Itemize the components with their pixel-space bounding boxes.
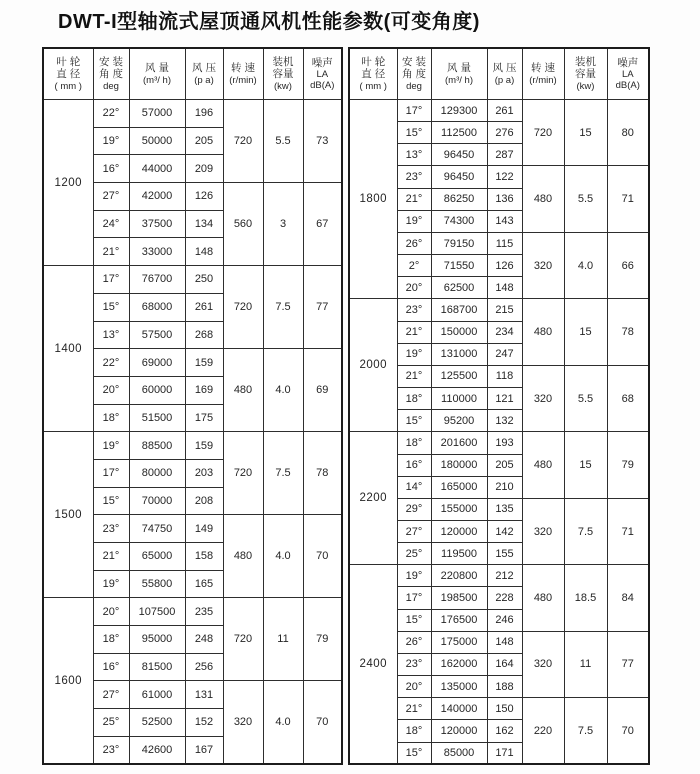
- airflow-cell: 42600: [129, 736, 185, 764]
- noise-cell: 80: [607, 100, 649, 166]
- airflow-cell: 95200: [431, 410, 487, 432]
- angle-cell: 25°: [93, 709, 129, 737]
- airflow-cell: 119500: [431, 543, 487, 565]
- diameter-cell: 2200: [349, 432, 397, 565]
- pressure-cell: 212: [487, 565, 522, 587]
- noise-cell: 69: [303, 349, 342, 432]
- pressure-cell: 165: [185, 570, 223, 598]
- angle-cell: 20°: [93, 598, 129, 626]
- noise-cell: 66: [607, 232, 649, 298]
- angle-cell: 24°: [93, 210, 129, 238]
- speed-cell: 720: [223, 266, 263, 349]
- noise-cell: 68: [607, 365, 649, 431]
- noise-cell: 77: [607, 631, 649, 697]
- noise-cell: 73: [303, 100, 342, 183]
- pressure-cell: 261: [487, 100, 522, 122]
- pressure-cell: 205: [487, 454, 522, 476]
- power-cell: 7.5: [263, 432, 303, 515]
- airflow-cell: 175000: [431, 631, 487, 653]
- angle-cell: 23°: [397, 653, 431, 675]
- pressure-cell: 135: [487, 498, 522, 520]
- pressure-cell: 171: [487, 742, 522, 764]
- speed-cell: 480: [223, 515, 263, 598]
- airflow-cell: 120000: [431, 520, 487, 542]
- pressure-cell: 188: [487, 676, 522, 698]
- angle-cell: 22°: [93, 100, 129, 128]
- airflow-cell: 51500: [129, 404, 185, 432]
- pressure-cell: 261: [185, 293, 223, 321]
- pressure-cell: 155: [487, 543, 522, 565]
- column-header-air-pressure: 风 压 (p a): [487, 48, 522, 100]
- column-header-air-volume: 风 量 (m³/ h): [431, 48, 487, 100]
- airflow-cell: 85000: [431, 742, 487, 764]
- angle-cell: 19°: [397, 565, 431, 587]
- pressure-cell: 169: [185, 376, 223, 404]
- angle-cell: 18°: [397, 388, 431, 410]
- airflow-cell: 76700: [129, 266, 185, 294]
- pressure-cell: 136: [487, 188, 522, 210]
- airflow-cell: 44000: [129, 155, 185, 183]
- table-row: [349, 432, 649, 454]
- airflow-cell: 33000: [129, 238, 185, 266]
- spec-table-right: [348, 47, 650, 765]
- airflow-cell: 62500: [431, 277, 487, 299]
- column-header-install-angle: 安 装 角 度 deg: [93, 48, 129, 100]
- noise-cell: 79: [303, 598, 342, 681]
- pressure-cell: 126: [185, 183, 223, 211]
- airflow-cell: 176500: [431, 609, 487, 631]
- airflow-cell: 220800: [431, 565, 487, 587]
- speed-cell: 320: [522, 232, 564, 298]
- airflow-cell: 68000: [129, 293, 185, 321]
- airflow-cell: 42000: [129, 183, 185, 211]
- angle-cell: 19°: [93, 570, 129, 598]
- airflow-cell: 125500: [431, 365, 487, 387]
- angle-cell: 21°: [93, 238, 129, 266]
- airflow-cell: 50000: [129, 127, 185, 155]
- angle-cell: 23°: [397, 299, 431, 321]
- angle-cell: 23°: [397, 166, 431, 188]
- power-cell: 5.5: [564, 365, 607, 431]
- power-cell: 7.5: [564, 498, 607, 564]
- airflow-cell: 150000: [431, 321, 487, 343]
- noise-cell: 84: [607, 565, 649, 631]
- diameter-cell: 1500: [43, 432, 93, 598]
- pressure-cell: 162: [487, 720, 522, 742]
- airflow-cell: 81500: [129, 653, 185, 681]
- column-header-impeller-diameter: 叶 轮 直 径 ( mm ): [349, 48, 397, 100]
- diameter-cell: 1400: [43, 266, 93, 432]
- angle-cell: 16°: [397, 454, 431, 476]
- airflow-cell: 57000: [129, 100, 185, 128]
- column-header-air-pressure: 风 压 (p a): [185, 48, 223, 100]
- noise-cell: 77: [303, 266, 342, 349]
- pressure-cell: 134: [185, 210, 223, 238]
- angle-cell: 23°: [93, 736, 129, 764]
- angle-cell: 27°: [397, 520, 431, 542]
- airflow-cell: 129300: [431, 100, 487, 122]
- pressure-cell: 248: [185, 626, 223, 654]
- pressure-cell: 256: [185, 653, 223, 681]
- angle-cell: 15°: [397, 122, 431, 144]
- pressure-cell: 152: [185, 709, 223, 737]
- pressure-cell: 235: [185, 598, 223, 626]
- airflow-cell: 70000: [129, 487, 185, 515]
- airflow-cell: 165000: [431, 476, 487, 498]
- pressure-cell: 193: [487, 432, 522, 454]
- power-cell: 7.5: [564, 698, 607, 764]
- speed-cell: 480: [522, 299, 564, 365]
- power-cell: 15: [564, 299, 607, 365]
- angle-cell: 17°: [397, 100, 431, 122]
- airflow-cell: 107500: [129, 598, 185, 626]
- speed-cell: 720: [522, 100, 564, 166]
- page-title: DWT-I型轴流式屋顶通风机性能参数(可变角度): [58, 11, 480, 33]
- airflow-cell: 71550: [431, 255, 487, 277]
- airflow-cell: 96450: [431, 166, 487, 188]
- column-header-noise: 噪声 LA dB(A): [303, 48, 342, 100]
- angle-cell: 21°: [93, 543, 129, 571]
- speed-cell: 720: [223, 432, 263, 515]
- pressure-cell: 121: [487, 388, 522, 410]
- pressure-cell: 228: [487, 587, 522, 609]
- airflow-cell: 140000: [431, 698, 487, 720]
- airflow-cell: 135000: [431, 676, 487, 698]
- angle-cell: 15°: [93, 487, 129, 515]
- angle-cell: 21°: [397, 365, 431, 387]
- airflow-cell: 60000: [129, 376, 185, 404]
- power-cell: 5.5: [564, 166, 607, 232]
- pressure-cell: 203: [185, 459, 223, 487]
- angle-cell: 20°: [397, 277, 431, 299]
- angle-cell: 27°: [93, 183, 129, 211]
- noise-cell: 71: [607, 166, 649, 232]
- noise-cell: 78: [607, 299, 649, 365]
- pressure-cell: 210: [487, 476, 522, 498]
- airflow-cell: 96450: [431, 144, 487, 166]
- diameter-cell: 2400: [349, 565, 397, 764]
- pressure-cell: 148: [185, 238, 223, 266]
- angle-cell: 20°: [397, 676, 431, 698]
- pressure-cell: 247: [487, 343, 522, 365]
- table-row: [43, 598, 342, 626]
- angle-cell: 15°: [93, 293, 129, 321]
- angle-cell: 26°: [397, 631, 431, 653]
- pressure-cell: 122: [487, 166, 522, 188]
- pressure-cell: 148: [487, 631, 522, 653]
- angle-cell: 16°: [93, 653, 129, 681]
- angle-cell: 18°: [397, 720, 431, 742]
- diameter-cell: 1600: [43, 598, 93, 764]
- column-header-rotation-speed: 转 速 (r/min): [522, 48, 564, 100]
- pressure-cell: 215: [487, 299, 522, 321]
- angle-cell: 21°: [397, 698, 431, 720]
- pressure-cell: 118: [487, 365, 522, 387]
- pressure-cell: 208: [185, 487, 223, 515]
- angle-cell: 29°: [397, 498, 431, 520]
- airflow-cell: 95000: [129, 626, 185, 654]
- angle-cell: 18°: [93, 626, 129, 654]
- angle-cell: 19°: [397, 210, 431, 232]
- airflow-cell: 110000: [431, 388, 487, 410]
- airflow-cell: 52500: [129, 709, 185, 737]
- angle-cell: 27°: [93, 681, 129, 709]
- speed-cell: 480: [522, 432, 564, 498]
- pressure-cell: 196: [185, 100, 223, 128]
- column-header-installed-power: 装机 容量 (kw): [263, 48, 303, 100]
- table-row: [349, 100, 649, 122]
- pressure-cell: 143: [487, 210, 522, 232]
- table-row: [43, 266, 342, 294]
- power-cell: 11: [263, 598, 303, 681]
- pressure-cell: 164: [487, 653, 522, 675]
- power-cell: 18.5: [564, 565, 607, 631]
- pressure-cell: 246: [487, 609, 522, 631]
- pressure-cell: 175: [185, 404, 223, 432]
- angle-cell: 22°: [93, 349, 129, 377]
- airflow-cell: 79150: [431, 232, 487, 254]
- speed-cell: 560: [223, 183, 263, 266]
- angle-cell: 17°: [93, 266, 129, 294]
- column-header-rotation-speed: 转 速 (r/min): [223, 48, 263, 100]
- airflow-cell: 112500: [431, 122, 487, 144]
- column-header-impeller-diameter: 叶 轮 直 径 ( mm ): [43, 48, 93, 100]
- header-row: [349, 48, 649, 100]
- pressure-cell: 287: [487, 144, 522, 166]
- column-header-noise: 噪声 LA dB(A): [607, 48, 649, 100]
- table-row: [43, 432, 342, 460]
- angle-cell: 15°: [397, 742, 431, 764]
- speed-cell: 480: [223, 349, 263, 432]
- airflow-cell: 131000: [431, 343, 487, 365]
- column-header-air-volume: 风 量 (m³/ h): [129, 48, 185, 100]
- angle-cell: 18°: [397, 432, 431, 454]
- angle-cell: 17°: [93, 459, 129, 487]
- speed-cell: 320: [522, 631, 564, 697]
- airflow-cell: 69000: [129, 349, 185, 377]
- diameter-cell: 1800: [349, 100, 397, 299]
- column-header-install-angle: 安 装 角 度 deg: [397, 48, 431, 100]
- angle-cell: 21°: [397, 321, 431, 343]
- angle-cell: 26°: [397, 232, 431, 254]
- airflow-cell: 198500: [431, 587, 487, 609]
- angle-cell: 14°: [397, 476, 431, 498]
- pressure-cell: 131: [185, 681, 223, 709]
- pressure-cell: 268: [185, 321, 223, 349]
- pressure-cell: 276: [487, 122, 522, 144]
- power-cell: 7.5: [263, 266, 303, 349]
- airflow-cell: 120000: [431, 720, 487, 742]
- angle-cell: 21°: [397, 188, 431, 210]
- power-cell: 4.0: [263, 349, 303, 432]
- pressure-cell: 149: [185, 515, 223, 543]
- angle-cell: 2°: [397, 255, 431, 277]
- noise-cell: 79: [607, 432, 649, 498]
- speed-cell: 220: [522, 698, 564, 764]
- power-cell: 5.5: [263, 100, 303, 183]
- pressure-cell: 115: [487, 232, 522, 254]
- pressure-cell: 148: [487, 277, 522, 299]
- noise-cell: 70: [607, 698, 649, 764]
- noise-cell: 67: [303, 183, 342, 266]
- pressure-cell: 234: [487, 321, 522, 343]
- pressure-cell: 132: [487, 410, 522, 432]
- spec-table-left: [42, 47, 343, 765]
- noise-cell: 78: [303, 432, 342, 515]
- pressure-cell: 159: [185, 432, 223, 460]
- header-row: [43, 48, 342, 100]
- pressure-cell: 158: [185, 543, 223, 571]
- angle-cell: 17°: [397, 587, 431, 609]
- table-row: [349, 565, 649, 587]
- pressure-cell: 167: [185, 736, 223, 764]
- angle-cell: 19°: [93, 432, 129, 460]
- pressure-cell: 205: [185, 127, 223, 155]
- power-cell: 4.0: [564, 232, 607, 298]
- pressure-cell: 159: [185, 349, 223, 377]
- angle-cell: 15°: [397, 410, 431, 432]
- noise-cell: 70: [303, 515, 342, 598]
- airflow-cell: 61000: [129, 681, 185, 709]
- angle-cell: 18°: [93, 404, 129, 432]
- power-cell: 15: [564, 100, 607, 166]
- airflow-cell: 74300: [431, 210, 487, 232]
- power-cell: 15: [564, 432, 607, 498]
- noise-cell: 71: [607, 498, 649, 564]
- angle-cell: 23°: [93, 515, 129, 543]
- angle-cell: 16°: [93, 155, 129, 183]
- speed-cell: 320: [522, 365, 564, 431]
- power-cell: 4.0: [263, 681, 303, 764]
- airflow-cell: 86250: [431, 188, 487, 210]
- speed-cell: 480: [522, 565, 564, 631]
- table-row: [349, 299, 649, 321]
- pressure-cell: 142: [487, 520, 522, 542]
- power-cell: 11: [564, 631, 607, 697]
- airflow-cell: 80000: [129, 459, 185, 487]
- airflow-cell: 155000: [431, 498, 487, 520]
- speed-cell: 720: [223, 100, 263, 183]
- airflow-cell: 88500: [129, 432, 185, 460]
- pressure-cell: 150: [487, 698, 522, 720]
- power-cell: 3: [263, 183, 303, 266]
- angle-cell: 25°: [397, 543, 431, 565]
- diameter-cell: 2000: [349, 299, 397, 432]
- pressure-cell: 209: [185, 155, 223, 183]
- table-row: [43, 100, 342, 128]
- noise-cell: 70: [303, 681, 342, 764]
- angle-cell: 19°: [93, 127, 129, 155]
- angle-cell: 13°: [93, 321, 129, 349]
- pressure-cell: 126: [487, 255, 522, 277]
- speed-cell: 720: [223, 598, 263, 681]
- angle-cell: 15°: [397, 609, 431, 631]
- speed-cell: 320: [522, 498, 564, 564]
- angle-cell: 20°: [93, 376, 129, 404]
- power-cell: 4.0: [263, 515, 303, 598]
- angle-cell: 13°: [397, 144, 431, 166]
- speed-cell: 480: [522, 166, 564, 232]
- airflow-cell: 162000: [431, 653, 487, 675]
- pressure-cell: 250: [185, 266, 223, 294]
- airflow-cell: 180000: [431, 454, 487, 476]
- airflow-cell: 55800: [129, 570, 185, 598]
- airflow-cell: 74750: [129, 515, 185, 543]
- airflow-cell: 57500: [129, 321, 185, 349]
- column-header-installed-power: 装机 容量 (kw): [564, 48, 607, 100]
- airflow-cell: 168700: [431, 299, 487, 321]
- diameter-cell: 1200: [43, 100, 93, 266]
- speed-cell: 320: [223, 681, 263, 764]
- airflow-cell: 65000: [129, 543, 185, 571]
- airflow-cell: 201600: [431, 432, 487, 454]
- airflow-cell: 37500: [129, 210, 185, 238]
- angle-cell: 19°: [397, 343, 431, 365]
